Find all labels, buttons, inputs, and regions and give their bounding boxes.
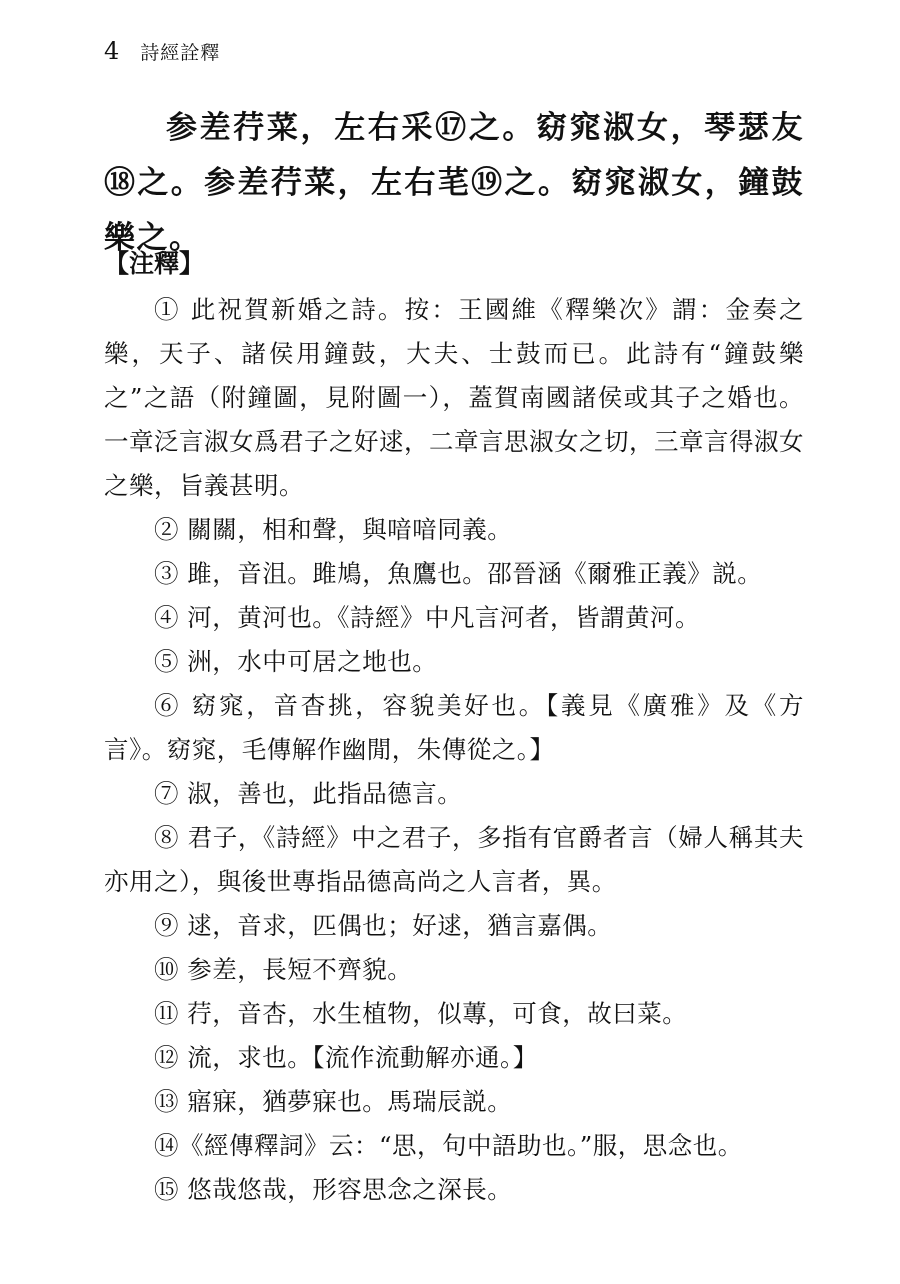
running-header [104, 36, 220, 68]
annotation-12: ⑫ 流，求也。【流作流動解亦通。】 [154, 1043, 538, 1072]
annotation-14: ⑭《經傳釋詞》云：“思，句中語助也。”服，思念也。 [154, 1131, 743, 1160]
annotation-10: ⑩ 参差，長短不齊貌。 [154, 955, 413, 984]
section-heading: 【注釋】 [104, 249, 205, 278]
annotation-11: ⑪ 荇，音杏，水生植物，似蓴，可食，故曰菜。 [154, 999, 688, 1028]
annotation-2: ② 關關，相和聲，與喑喑同義。 [154, 515, 513, 544]
annotation-3: ③ 雎，音沮。雎鳩，魚鷹也。邵晉涵《爾雅正義》説。 [154, 559, 763, 588]
annotation-9: ⑨ 逑，音求，匹偶也；好逑，猶言嘉偶。 [154, 911, 613, 940]
page-number: 4 [104, 37, 120, 65]
book-title: 詩經詮釋 [140, 42, 221, 64]
annotation-5: ⑤ 洲，水中可居之地也。 [154, 647, 438, 676]
annotation-4: ④ 河，黄河也。《詩經》中凡言河者，皆謂黄河。 [154, 603, 701, 632]
annotation-list [104, 288, 804, 1212]
annotation-1: ① 此祝賀新婚之詩。按：王國維《釋樂次》謂：金奏之樂，天子、諸侯用鐘鼓，大夫、士鼓而已。此詩有“鐘鼓樂之”之語（附鐘圖，見附圖一），蓋賀南國諸侯或其子之婚也。一章泛言淑女爲君子之好逑，二章言思淑女之切，三章言得淑女之樂，旨義甚明。 [104, 295, 804, 500]
poem-verse: 参差荇菜，左右采⑰之。窈窕淑女，琴瑟友⑱之。参差荇菜，左右芼⑲之。窈窕淑女，鐘鼓樂之。 [104, 110, 804, 256]
annotation-13: ⑬ 寤寐，猶夢寐也。馬瑞辰説。 [154, 1087, 513, 1116]
annotation-15: ⑮ 悠哉悠哉，形容思念之深長。 [154, 1175, 513, 1204]
annotation-8: ⑧ 君子，《詩經》中之君子，多指有官爵者言（婦人稱其夫亦用之），與後世專指品德高尚之人言者，異。 [104, 823, 804, 896]
annotation-7: ⑦ 淑，善也，此指品德言。 [154, 779, 463, 808]
annotation-6: ⑥ 窈窕，音杳挑，容貌美好也。【義見《廣雅》及《方言》。窈窕，毛傳解作幽閒，朱傳從之。】 [104, 691, 804, 764]
